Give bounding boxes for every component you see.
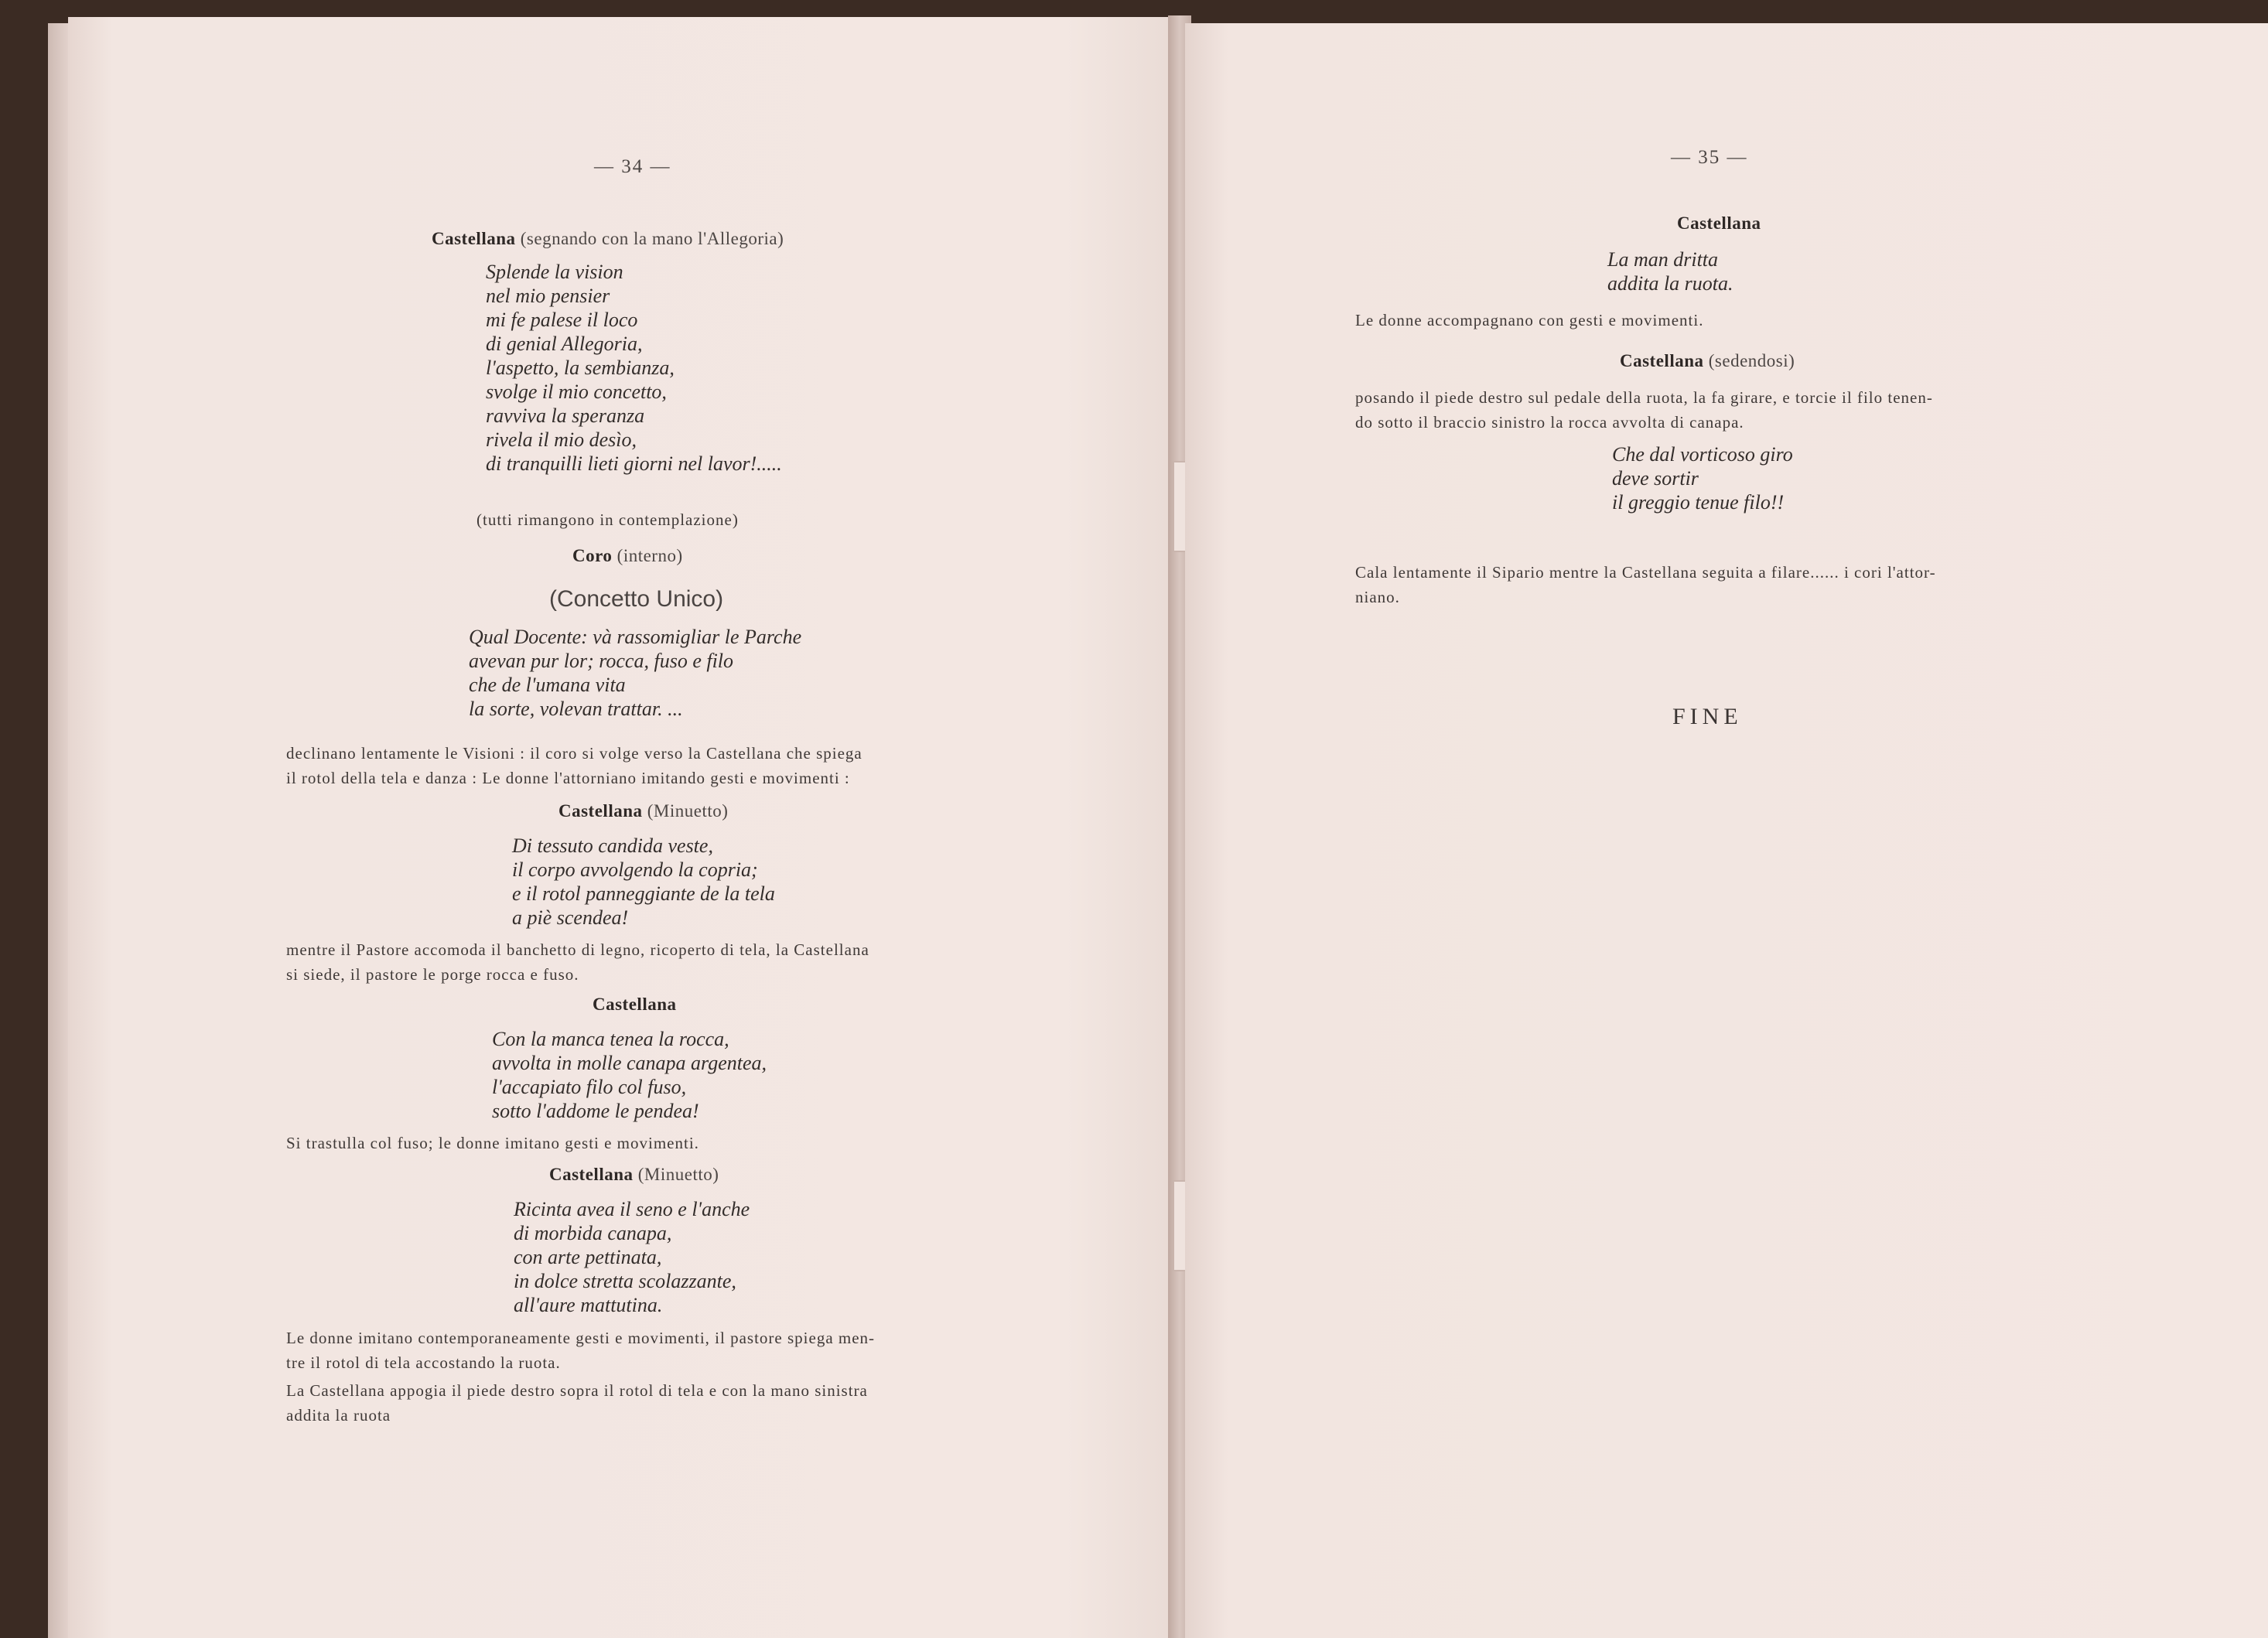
prose-line: declinano lentamente le Visioni : il coro si volge verso la Castellana che spiega (286, 744, 862, 763)
speaker-name: Castellana (549, 1165, 634, 1184)
prose-line: Le donne accompagnano con gesti e movimenti. (1355, 311, 1704, 329)
verse-line: ravviva la speranza (486, 404, 645, 427)
verse-block (514, 1197, 750, 1317)
speaker-line (558, 801, 728, 821)
prose-line: Le donne imitano contemporaneamente gesti e movimenti, il pastore spiega men- (286, 1329, 876, 1347)
prose-line: mentre il Pastore accomoda il banchetto di legno, ricoperto di tela, la Castellana (286, 940, 869, 959)
verse-line: Ricinta avea il seno e l'anche (514, 1198, 750, 1220)
stage-direction: (sedendosi) (1708, 351, 1795, 370)
stage-direction: (interno) (617, 546, 683, 565)
verse-line: la sorte, volevan trattar. ... (469, 698, 683, 720)
speaker-line (593, 995, 677, 1015)
prose-line: si siede, il pastore le porge rocca e fuso. (286, 965, 579, 984)
verse-line: La man dritta (1607, 248, 1719, 271)
speaker-name: Castellana (1620, 351, 1704, 370)
speaker-name: Castellana (432, 229, 516, 248)
prose-paragraph (286, 937, 869, 987)
prose-line: La Castellana appogia il piede destro sopra il rotol di tela e con la mano sinistra (286, 1381, 868, 1400)
verse-line: svolge il mio concetto, (486, 380, 667, 403)
stage-direction: (segnando con la mano l'Allegoria) (520, 229, 784, 248)
verse-block (1612, 442, 1793, 514)
verse-line: sotto l'addome le pendea! (492, 1100, 699, 1122)
verse-line: e il rotol panneggiante de la tela (512, 882, 775, 905)
verse-line: mi fe palese il loco (486, 309, 638, 331)
prose-paragraph (1355, 385, 1933, 435)
prose-paragraph (286, 1326, 875, 1375)
speaker-line (1677, 213, 1761, 234)
prose-line: Cala lentamente il Sipario mentre la Castellana seguita a filare...... i cori l'attor- (1355, 563, 1936, 582)
verse-line: Che dal vorticoso giro (1612, 443, 1793, 466)
prose-line: posando il piede destro sul pedale della ruota, la fa girare, e torcie il filo tenen- (1355, 388, 1933, 407)
prose-paragraph (286, 741, 862, 790)
page-number: — 34 — (594, 156, 671, 177)
end-text: FINE (1672, 704, 1743, 729)
speaker-line (549, 1165, 719, 1185)
verse-block (492, 1027, 767, 1123)
prose-line: tre il rotol di tela accostando la ruota. (286, 1353, 561, 1372)
subtitle: (Concetto Unico) (549, 586, 724, 612)
verse-line: Con la manca tenea la rocca, (492, 1028, 729, 1050)
verse-line: il corpo avvolgendo la copria; (512, 858, 758, 881)
verse-line: di tranquilli lieti giorni nel lavor!..... (486, 452, 782, 475)
verse-line: che de l'umana vita (469, 674, 626, 696)
stage-direction: (tutti rimangono in contemplazione) (476, 510, 739, 529)
verse-line: deve sortir (1612, 467, 1699, 490)
verse-line: il greggio tenue filo!! (1612, 491, 1785, 514)
verse-line: addita la ruota. (1607, 272, 1733, 295)
verse-line: Splende la vision (486, 261, 623, 283)
prose-line: niano. (1355, 588, 1400, 606)
verse-line: all'aure mattutina. (514, 1294, 663, 1316)
speaker-line (1620, 351, 1795, 371)
verse-line: Qual Docente: và rassomigliar le Parche (469, 626, 802, 648)
verse-line: a piè scendea! (512, 906, 629, 929)
speaker-name: Castellana (1677, 213, 1761, 233)
stage-direction: (Minuetto) (637, 1165, 719, 1184)
verse-line: avevan pur lor; rocca, fuso e filo (469, 650, 734, 672)
verse-line: Di tessuto candida veste, (512, 834, 713, 857)
stage-direction: (Minuetto) (647, 801, 729, 821)
verse-line: di genial Allegoria, (486, 333, 643, 355)
speaker-name: Castellana (558, 801, 643, 821)
prose-line: il rotol della tela e danza : Le donne l'attorniano imitando gesti e movimenti : (286, 769, 850, 787)
verse-line: di morbida canapa, (514, 1222, 672, 1244)
verse-line: l'accapiato filo col fuso, (492, 1076, 687, 1098)
prose-line: addita la ruota (286, 1406, 391, 1425)
left-page (68, 17, 1177, 1638)
verse-line: con arte pettinata, (514, 1246, 662, 1268)
verse-line: l'aspetto, la sembianza, (486, 357, 675, 379)
verse-block (486, 260, 782, 476)
prose-paragraph (1355, 560, 1936, 609)
verse-block (512, 834, 775, 930)
verse-line: rivela il mio desìo, (486, 428, 637, 451)
verse-block (469, 625, 801, 721)
verse-line: nel mio pensier (486, 285, 610, 307)
page-number: — 35 — (1671, 147, 1748, 168)
verse-line: avvolta in molle canapa argentea, (492, 1052, 767, 1074)
verse-line: in dolce stretta scolazzante, (514, 1270, 736, 1292)
prose-line: do sotto il braccio sinistro la rocca avvolta di canapa. (1355, 413, 1744, 432)
prose-paragraph (286, 1378, 868, 1428)
prose-line: Si trastulla col fuso; le donne imitano gesti e movimenti. (286, 1134, 699, 1152)
verse-block (1607, 247, 1733, 295)
speaker-line (572, 546, 683, 566)
right-page (1185, 23, 2268, 1638)
speaker-name: Coro (572, 546, 613, 565)
speaker-name: Castellana (593, 995, 677, 1014)
speaker-line (432, 229, 784, 249)
